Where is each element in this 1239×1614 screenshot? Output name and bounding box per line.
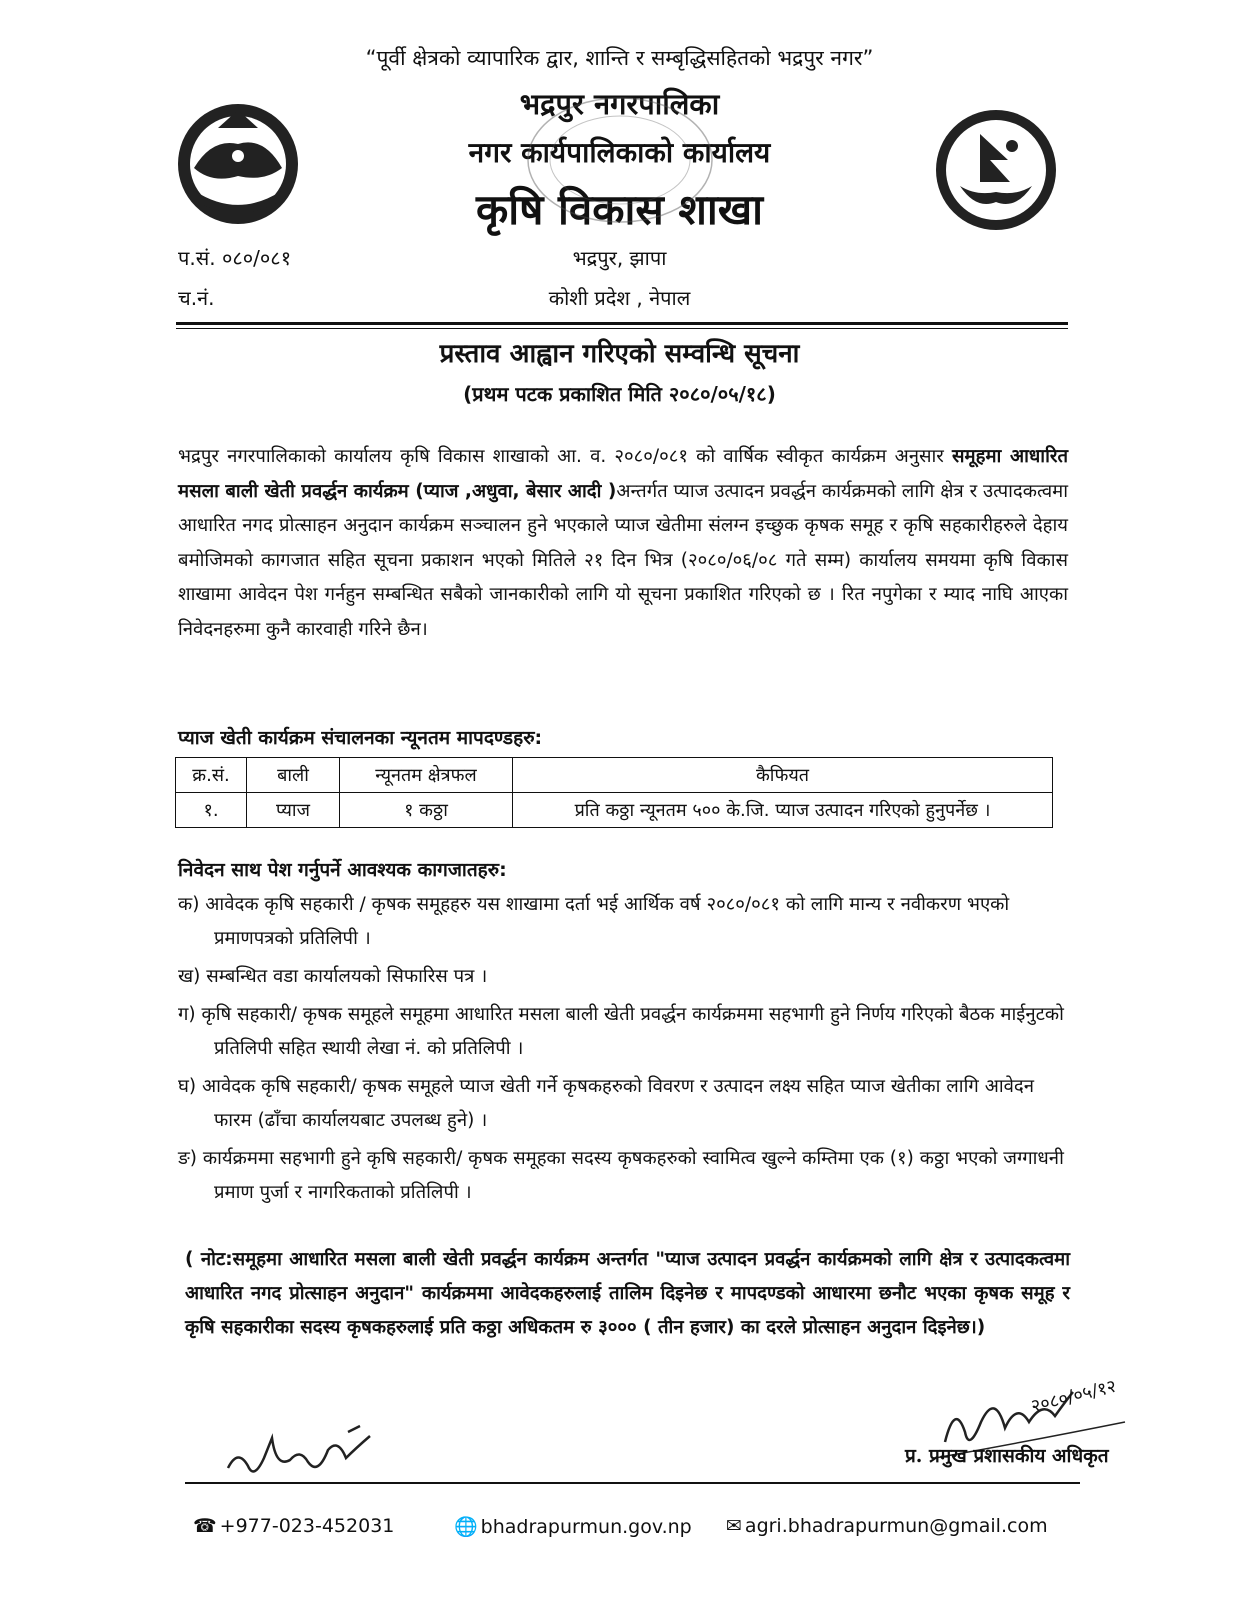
signature-date: २०८०/०५/१२ xyxy=(1028,1375,1119,1418)
footer-email-text[interactable]: agri.bhadrapurmun@gmail.com xyxy=(744,1515,1048,1537)
phone-icon: ☎ xyxy=(193,1515,217,1537)
col-min-area: न्यूनतम क्षेत्रफल xyxy=(340,758,513,793)
footer-email[interactable] xyxy=(726,1515,1048,1537)
cell-crop: प्याज xyxy=(247,793,340,828)
office-stamp-icon xyxy=(520,90,720,230)
notice-body-program: समूहमा आधारित मसला बाली खेती प्रवर्द्धन कार्यक्रम (प्याज ,अधुवा, बेसार आदी ) xyxy=(178,446,1068,502)
documents-list xyxy=(178,888,1073,1214)
list-item: घ) आवेदक कृषि सहकारी/ कृषक समूहले प्याज खेती गर्ने कृषकहरुको विवरण र उत्पादन लक्ष्य सहित प्याज खेतीका लागि आवेदन फारम (ढाँचा कार्यालयबाट उपलब्ध हुने) । xyxy=(178,1076,1034,1131)
criteria-header-row xyxy=(176,758,1053,793)
cell-min-area: १ कठ्ठा xyxy=(340,793,513,828)
cell-serial: १. xyxy=(176,793,247,828)
col-remarks: कैफियत xyxy=(513,758,1053,793)
footer-phone xyxy=(193,1515,394,1537)
dispatch-number: च.नं. xyxy=(178,286,215,310)
list-item: ग) कृषि सहकारी/ कृषक समूहले समूहमा आधारित मसला बाली खेती प्रवर्द्धन कार्यक्रममा सहभागी हुने निर्णय गरिएको बैठक माईनुटको प्रतिलिपी सहित स्थायी लेखा नं. को प्रतिलिपी । xyxy=(178,1004,1064,1059)
notice-subtitle: (प्रथम पटक प्रकाशित मिति २०८०/०५/१८) xyxy=(463,382,776,406)
criteria-heading: प्याज खेती कार्यक्रम संचालनका न्यूनतम मापदण्डहरु: xyxy=(178,727,543,749)
header-divider-thin xyxy=(176,328,1068,329)
footer-website[interactable] xyxy=(454,1515,692,1538)
list-item: ङ) कार्यक्रममा सहभागी हुने कृषि सहकारी/ कृषक समूहका सदस्य कृषकहरुको स्वामित्व खुल्ने कम्तिमा एक (१) कठ्ठा भएको जग्गाधनी प्रमाण पुर्जा र नागरिकताको प्रतिलिपी । xyxy=(178,1148,1064,1203)
header-divider-thick xyxy=(176,322,1068,325)
left-signature-icon xyxy=(220,1418,390,1488)
list-item: क) आवेदक कृषि सहकारी / कृषक समूहहरु यस शाखामा दर्ता भई आर्थिक वर्ष २०८०/०८१ को लागि मान्य र नवीकरण भएको प्रमाणपत्रको प्रतिलिपी । xyxy=(178,894,1010,949)
table-row xyxy=(176,793,1053,828)
notice-note: ( नोट:समूहमा आधारित मसला बाली खेती प्रवर्द्धन कार्यक्रम अन्तर्गत "प्याज उत्पादन प्रवर्द्धन कार्यक्रमको लागि क्षेत्र र उत्पादकत्वमा आधारित नगद प्रोत्साहन अनुदान" कार्यक्रममा आवेदकहरुलाई तालिम दिइनेछ र मापदण्डको आधारमा छनौट भएका कृषक समूह र कृषि सहकारीका सदस्य कृषकहरुलाई प्रति कठ्ठा अधिकतम रु ३००० ( तीन हजार) का दरले प्रोत्साहन अनुदान दिइनेछ।) xyxy=(185,1249,1070,1338)
org-name-branch: कृषि विकास शाखा xyxy=(475,185,764,234)
footer-website-text[interactable]: bhadrapurmun.gov.np xyxy=(480,1516,692,1538)
col-crop: बाली xyxy=(247,758,340,793)
address-city: भद्रपुर, झापा xyxy=(572,246,667,270)
col-serial: क्र.सं. xyxy=(176,758,247,793)
notice-body-part1: भद्रपुर नगरपालिकाको कार्यालय कृषि विकास शाखाको आ. व. २०८०/०८१ को वार्षिक स्वीकृत कार्यक्रम अनुसार xyxy=(178,446,953,467)
footer-phone-text: +977-023-452031 xyxy=(219,1515,395,1537)
municipality-logo-icon xyxy=(930,104,1062,236)
criteria-table xyxy=(175,757,1053,828)
cell-remarks: प्रति कठ्ठा न्यूनतम ५०० के.जि. प्याज उत्पादन गरिएको हुनुपर्नेछ । xyxy=(513,793,1053,828)
notice-body-part2: अन्तर्गत प्याज उत्पादन प्रवर्द्धन कार्यक्रमको लागि क्षेत्र र उत्पादकत्वमा आधारित नगद प्रोत्साहन अनुदान कार्यक्रम सञ्चालन हुने भएकाले प्याज खेतीमा संलग्न इच्छुक कृषक समूह र कृषि सहकारीहरुले देहाय बमोजिमको कागजात सहित सूचना प्रकाशन भएको मितिले २१ दिन भित्र (२०८०/०६/०८ गते सम्म) कार्यालय समयमा कृषि विकास शाखामा आवेदन पेश गर्नहुन सम्बन्धित सबैको जानकारीको लागि यो सूचना प्रकाशित गरिएको छ । रित नपुगेका र म्याद नाघि आएका निवेदनहरुमा कुनै कारवाही गरिने छैन। xyxy=(178,480,1068,640)
header-motto: “पूर्वी क्षेत्रको व्यापारिक द्वार, शान्ति र सम्बृद्धिसहितको भद्रपुर नगर” xyxy=(365,46,874,70)
notice-title: प्रस्ताव आह्वान गरिएको सम्वन्धि सूचना xyxy=(439,339,800,369)
org-name-office: नगर कार्यपालिकाको कार्यालय xyxy=(468,136,771,169)
footer-divider xyxy=(185,1482,1080,1484)
nepal-government-emblem-icon xyxy=(172,98,304,230)
ref-number: प.सं. ०८०/०८१ xyxy=(178,246,292,270)
org-name-municipality: भद्रपुर नगरपालिका xyxy=(519,87,720,121)
documents-heading: निवेदन साथ पेश गर्नुपर्ने आवश्यक कागजातहरु: xyxy=(178,859,507,881)
signatory-title: प्र. प्रमुख प्रशासकीय अधिकृत xyxy=(905,1445,1109,1467)
envelope-icon: ✉ xyxy=(726,1515,742,1537)
list-item: ख) सम्बन्धित वडा कार्यालयको सिफारिस पत्र । xyxy=(178,966,488,987)
notice-body xyxy=(178,440,1068,647)
address-province: कोशी प्रदेश , नेपाल xyxy=(548,286,691,310)
globe-icon: 🌐 xyxy=(454,1516,478,1538)
